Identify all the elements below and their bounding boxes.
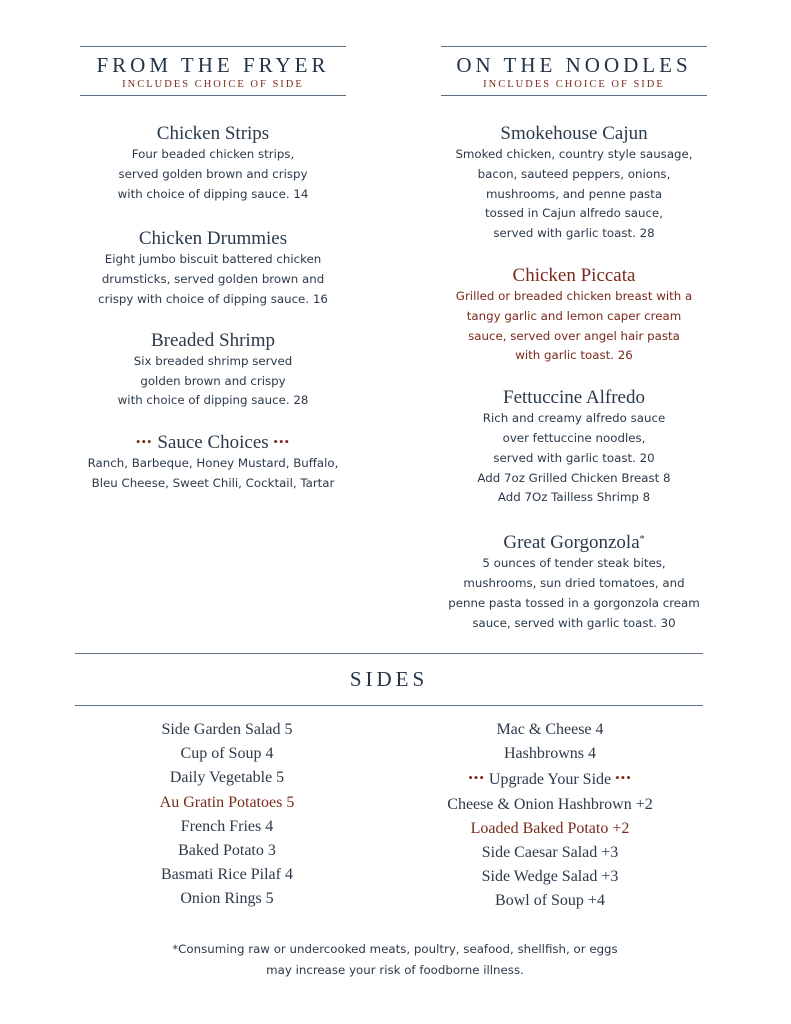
- side-item: Onion Rings 5: [180, 890, 274, 908]
- side-item: Side Caesar Salad +3: [481, 844, 619, 862]
- item-name: Chicken Strips: [156, 123, 270, 144]
- noodles-header: [441, 46, 707, 96]
- side-item: Cup of Soup 4: [180, 745, 274, 763]
- dots-ornament: •••: [273, 434, 291, 450]
- side-item: Daily Vegetable 5: [169, 769, 285, 787]
- sides-list-left: [77, 718, 377, 912]
- sides-header: [75, 653, 703, 706]
- item-name: Great Gorgonzola*: [503, 532, 645, 554]
- menu-item-chicken-piccata: [424, 265, 724, 366]
- side-item: Au Gratin Potatoes 5: [159, 793, 295, 811]
- fryer-title: FROM THE FRYER: [96, 53, 330, 77]
- menu-item-great-gorgonzola: [424, 529, 724, 633]
- side-item: Hashbrowns 4: [504, 745, 596, 763]
- item-description: Grilled or breaded chicken breast with a tangy garlic and lemon caper cream sauce, served over angel hair pasta with garlic toast. 26: [455, 288, 693, 363]
- item-description: Four beaded chicken strips, served golden brown and crispy with choice of dipping sauce. 14: [117, 147, 309, 201]
- item-name: Chicken Piccata: [512, 264, 636, 286]
- item-description: Eight jumbo biscuit battered chicken drumsticks, served golden brown and crispy with choice of dipping sauce. 16: [98, 252, 328, 306]
- dots-ornament: •••: [615, 770, 632, 786]
- foodborne-illness-footnote: *Consuming raw or undercooked meats, poultry, seafood, shellfish, or eggs may increase your risk of foodborne illness.: [172, 942, 618, 977]
- item-description: Rich and creamy alfredo sauce over fettuccine noodles, served with garlic toast. 20 Add 7oz Grilled Chicken Breast 8 Add 7Oz Tailless Shrimp 8: [477, 411, 671, 505]
- item-name: Chicken Drummies: [138, 228, 288, 250]
- item-description: 5 ounces of tender steak bites, mushrooms, sun dried tomatoes, and penne pasta tossed in a gorgonzola cream sauce, served with garlic toast. 30: [448, 556, 700, 630]
- dots-ornament: •••: [468, 770, 485, 786]
- sauce-choices-list: Ranch, Barbeque, Honey Mustard, Buffalo, Bleu Cheese, Sweet Chili, Cocktail, Tartar: [87, 456, 339, 490]
- fryer-header: [80, 46, 346, 96]
- noodles-subtitle: INCLUDES CHOICE OF SIDE: [483, 79, 665, 90]
- item-name: Breaded Shrimp: [150, 329, 275, 351]
- fryer-subtitle: INCLUDES CHOICE OF SIDE: [122, 79, 304, 90]
- upgrade-your-side-label: Upgrade Your Side: [488, 771, 612, 789]
- side-item: Baked Potato 3: [178, 842, 276, 860]
- noodles-title: ON THE NOODLES: [456, 53, 692, 77]
- menu-item-breaded-shrimp: [63, 330, 363, 411]
- menu-item-fettuccine-alfredo: [424, 387, 724, 508]
- side-item: Cheese & Onion Hashbrown +2: [447, 795, 653, 813]
- sauce-choices-title: Sauce Choices: [157, 432, 269, 454]
- fryer-section: [80, 46, 346, 494]
- item-name: Smokehouse Cajun: [500, 123, 648, 144]
- item-description: Smoked chicken, country style sausage, bacon, sauteed peppers, onions, mushrooms, and penne pasta tossed in Cajun alfredo sauce, served with garlic toast. 28: [455, 147, 693, 241]
- sauce-choices: [63, 431, 363, 494]
- sides-list-right: [400, 718, 700, 914]
- noodles-section: [441, 46, 707, 633]
- side-item: Side Garden Salad 5: [161, 721, 293, 738]
- sauce-choices-heading: [63, 431, 363, 454]
- side-item: Mac & Cheese 4: [496, 721, 604, 738]
- side-item: Bowl of Soup +4: [495, 892, 605, 910]
- item-name: Fettuccine Alfredo: [503, 387, 645, 409]
- sides-title: SIDES: [349, 667, 429, 691]
- menu-item-chicken-drummies: [63, 228, 363, 309]
- dots-ornament: •••: [135, 434, 153, 450]
- menu-item-smokehouse-cajun: [424, 123, 724, 244]
- side-item: Basmati Rice Pilaf 4: [161, 866, 293, 884]
- side-item: French Fries 4: [180, 817, 274, 835]
- side-item: Side Wedge Salad +3: [481, 868, 619, 886]
- side-item: Loaded Baked Potato +2: [470, 819, 630, 837]
- item-description: Six breaded shrimp served golden brown and crispy with choice of dipping sauce. 28: [117, 353, 309, 408]
- menu-item-chicken-strips: [63, 123, 363, 204]
- upgrade-your-side-heading: [400, 766, 700, 792]
- asterisk-mark: *: [639, 534, 645, 546]
